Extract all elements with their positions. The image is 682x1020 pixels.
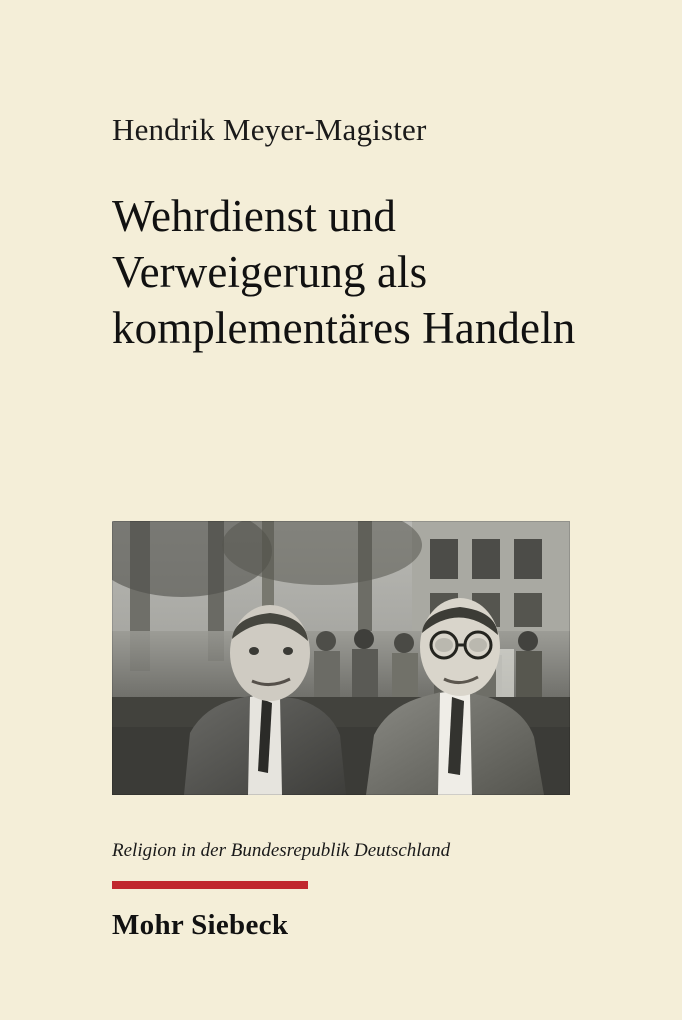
author-name: Hendrik Meyer-Magister bbox=[112, 112, 427, 147]
title-line-2: Verweigerung als bbox=[112, 247, 428, 297]
cover-photograph bbox=[112, 521, 570, 795]
title-line-1: Wehrdienst und bbox=[112, 191, 396, 241]
series-title: Religion in der Bundesrepublik Deutschland bbox=[112, 840, 451, 861]
book-title bbox=[112, 188, 632, 356]
title-line-3: komplementäres Handeln bbox=[112, 303, 576, 353]
red-rule-divider bbox=[112, 881, 308, 889]
publisher-name: Mohr Siebeck bbox=[112, 909, 289, 941]
